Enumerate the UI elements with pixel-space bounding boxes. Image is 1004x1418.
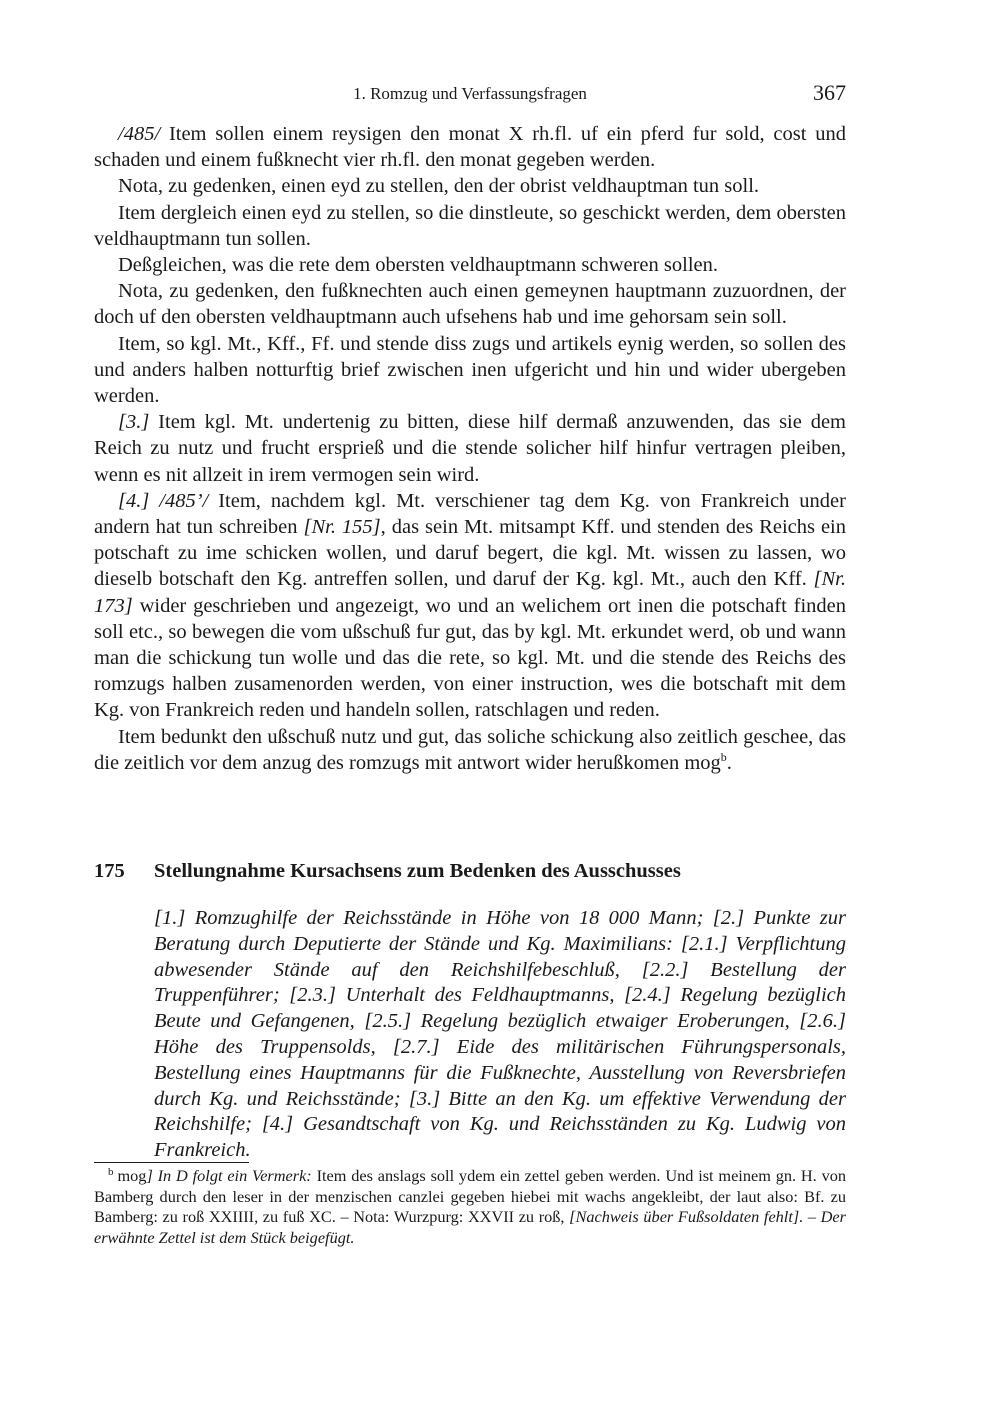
section-heading [94,860,846,888]
text-run: Item, so kgl. Mt., Kff., Ff. und stende diss zugs und artikels eynig werden, so sollen des und anders halben notturftig brief zwischen inen ufgericht und hin und wider ubergeben werden. [94,332,846,408]
main-text [94,121,846,776]
paragraph [94,488,846,724]
paragraph [94,278,846,330]
italic-text: [Nr. 173] [94,568,846,617]
section-summary: [1.] Romzughilfe der Reichsstände in Höhe von 18 000 Mann; [2.] Punkte zur Beratung durch Deputierte der Stände und Kg. Maximilians: [2.1.] Verpflichtung abwesender Stände auf den Reichshilfebeschluß, [2.2.] Bestellung der Truppenführer; [2.3.] Unterhalt des Feldhauptmanns, [2.4.] Regelung bezüglich Beute und Gefangenen, [2.5.] Regelung bezüglich etwaiger Eroberungen, [2.6.] Höhe des Truppensolds, [2.7.] Eide des militärischen Führungspersonals, Bestellung eines Hauptmanns für die Fußknechte, Ausstellung von Reversbriefen durch Kg. und Reichsstände; [3.] Bitte an den Kg. um effektive Verwendung der Reichshilfe; [4.] Gesandtschaft von Kg. und Reichsständen zu Kg. Ludwig von Frankreich. [154,907,846,1162]
footnote-letter: b [108,1165,114,1178]
running-head [94,80,846,108]
paragraph [94,331,846,410]
paragraph [94,200,846,252]
text-run: Nota, zu gedenken, den fußknechten auch einen gemeynen hauptmann zuzuordnen, der doch uf den obersten veldhauptmann auch ufsehens hab und ime gehorsam sein soll. [94,280,846,329]
footnote-italic-text: ] In D folgt ein Vermerk: [146,1166,317,1185]
text-run: Item, nachdem kgl. Mt. verschiener tag dem Kg. von Frankreich under andern hat tun schreiben [94,489,846,539]
paragraph [94,121,846,173]
footnote-italic-text: [Nachweis über Fußsoldaten fehlt]. – Der erwähnte Zettel ist dem Stück beigefügt. [94,1207,846,1247]
paragraph [94,409,846,488]
document-section [94,860,846,1162]
text-run: Item sollen einem reysigen den monat X rh.fl. uf ein pferd fur sold, cost und schaden und einem fußknecht vier rh.fl. den monat gegeben werden. [94,123,846,172]
italic-text: [Nr. 155] [303,516,381,539]
text-run: wider geschrieben und angezeigt, wo und an welichem ort inen die potschaft finden soll etc., so bewegen die vom ußschuß fur gut, das by kgl. Mt. erkundet werd, ob und wann man die schickung tun wolle und das die rete, so kgl. Mt. und die stende des Reichs des romzugs halben zusamenorden werden, von einer instruction, wes die botschaft mit dem Kg. von Frankreich reden und handeln sollen, ratschlagen und reden. [94,594,846,722]
text-run: Item dergleich einen eyd zu stellen, so die dinstleute, so geschickt werden, dem obersten veldhauptmann tun sollen. [94,201,846,250]
italic-text: /485/ [118,123,169,145]
paragraph [94,173,846,199]
paragraph [94,252,846,278]
paragraph [94,724,846,776]
footnote-text: Item des anslags soll ydem ein zettel geben werden. Und ist meinem gn. H. von Bamberg durch den leser in der menzischen canzlei gegeben hiebei mit wachs angekleibt, der laut also: Bf. zu Bamberg: zu roß XXIIII, zu fuß XC. – Nota: Wurzpurg: XXVII zu roß, [94,1166,846,1227]
footnote [94,1166,846,1248]
italic-text: [4.] /485’/ [118,489,219,512]
italic-text: [3.] [118,411,159,434]
footnote-marker[interactable]: b [720,750,727,765]
section-title: Stellungnahme Kursachsens zum Bedenken des Ausschusses [154,860,681,882]
text-run: , das sein Mt. mitsampt Kff. und stenden des Reichs ein potschaft zu ime schicken wollen, und daruf begert, die kgl. Mt. wissen zu lassen, wo dieselb botschaft den Kg. antreffen sollen, und daruf der Kg. kgl. Mt., auch den Kff. [94,516,846,591]
text-run: Nota, zu gedenken, einen eyd zu stellen, den der obrist veldhauptman tun soll. [118,175,760,198]
footnote-divider [94,1162,249,1163]
text-run: Item kgl. Mt. undertenig zu bitten, diese hilf dermaß anzuwenden, das sie dem Reich zu nutz und frucht ersprieß und die stende solicher hilf hinfur vertragen pleiben, wenn es nit allzeit in irem vermogen sein wird. [94,411,846,486]
footnote-text: mog [117,1166,147,1185]
running-title: 1. Romzug und Verfassungsfragen [353,84,587,103]
section-number: 175 [94,860,125,882]
text-run: Deßgleichen, was die rete dem obersten veldhauptmann schweren sollen. [118,254,718,277]
text-run: . [726,751,732,774]
page-number: 367 [813,80,846,105]
text-run: Item bedunkt den ußschuß nutz und gut, das soliche schickung also zeitlich geschee, das die zeitlich vor dem anzug des romzugs mit antwort wider herußkomen mog [94,725,846,774]
